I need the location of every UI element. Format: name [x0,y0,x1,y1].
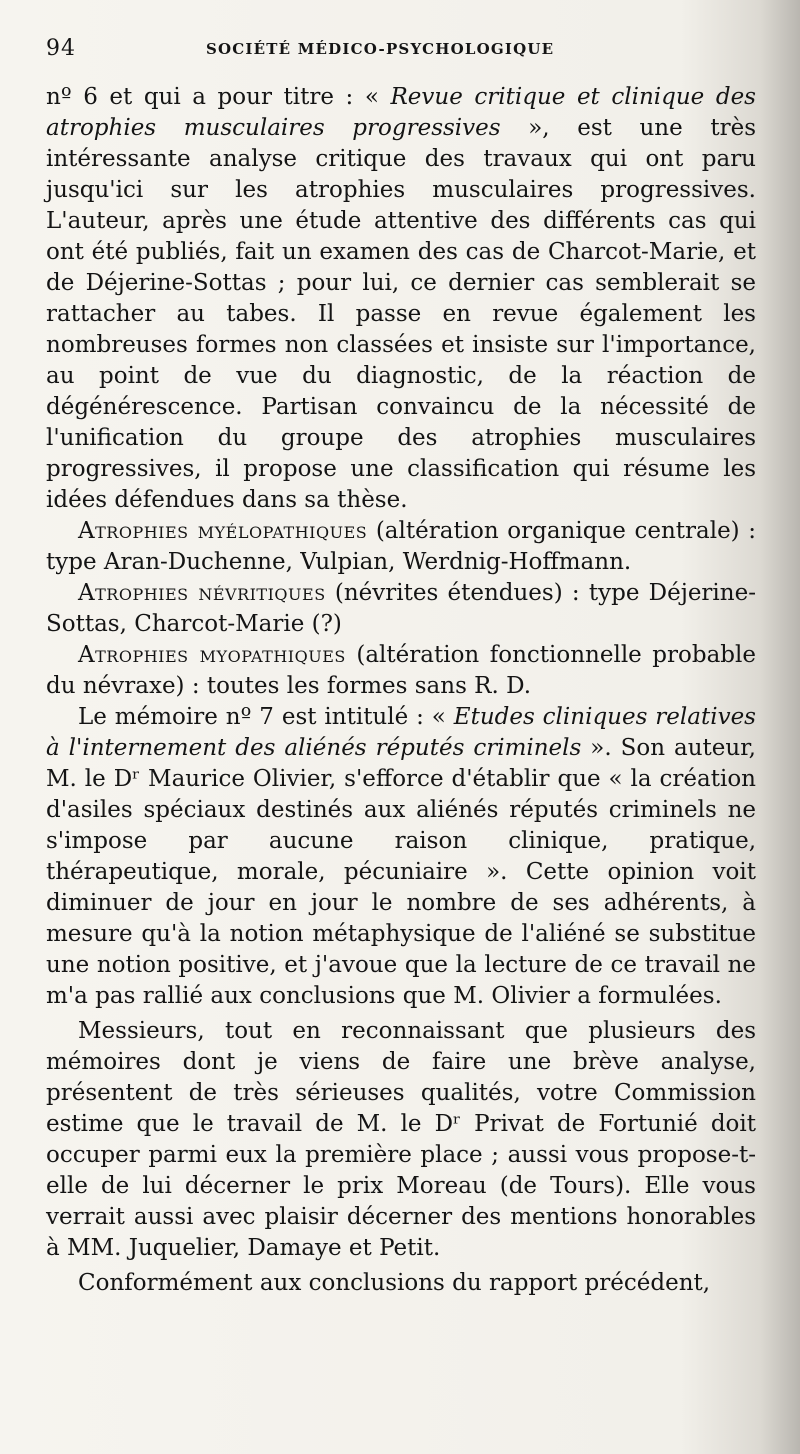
italic-title: Revue critique et clinique des atrophies musculaires progressives [46,84,756,141]
paragraph-text: nº 6 et qui a pour titre : « [46,84,391,110]
running-head: SOCIÉTÉ MÉDICO-PSYCHOLOGIQUE [206,40,555,58]
paragraph-text: Messieurs, tout en reconnaissant que plusieurs des mémoires dont je viens de faire une brève analyse, présentent de très sérieuses qualités, votre Commission estime que le travail de M. le Dʳ Privat de Fortunié doit occuper parmi eux la première place ; aussi vous propose-t-elle de lui décerner le prix Moreau (de Tours). Elle vous verrait aussi avec plaisir décerner des mentions honorables à MM. Juquelier, Damaye et Petit. [46,1018,756,1261]
page-number: 94 [46,36,76,61]
category-label: Atrophies névritiques [78,580,326,606]
paragraph-text: », est une très intéressante analyse critique des travaux qui ont paru jusqu'ici sur les atrophies musculaires progressives. L'auteur, après une étude attentive des différents cas qui ont été publiés, fait un examen des cas de Charcot-Marie, et de Déjerine-Sottas ; pour lui, ce dernier cas semblerait se rattacher au tabes. Il passe en revue également les nombreuses formes non classées et insiste sur l'importance, au point de vue du diagnostic, de la réaction de dégénérescence. Partisan convaincu de la nécessité de l'unification du groupe des atrophies musculaires progressives, il propose une classification qui résume les idées défendues dans sa thèse. [46,115,756,513]
italic-title: Etudes cliniques relatives à l'internement des aliénés réputés criminels [46,704,756,761]
paragraph-text: (altération organique centrale) : type Aran-Duchenne, Vulpian, Werdnig-Hoffmann. [46,518,756,575]
page-header [46,36,754,72]
paragraph-text: Le mémoire nº 7 est intitulé : « [78,704,454,730]
paragraph-text: (altération fonctionnelle probable du névraxe) : toutes les formes sans R. D. [46,642,756,699]
paragraph-memoire-7 [46,702,756,1012]
paragraph-conclusion-commission [46,1016,756,1264]
paragraph-memoire-6 [46,82,756,516]
paragraph-atrophies-nevritiques [46,578,756,640]
paragraph-atrophies-myelopathiques [46,516,756,578]
paragraph-text: (névrites étendues) : type Déjerine-Sottas, Charcot-Marie (?) [46,580,756,637]
category-label: Atrophies myélopathiques [78,518,368,544]
paragraph-atrophies-myopathiques [46,640,756,702]
body-text [46,82,756,1299]
paragraph-text: Conformément aux conclusions du rapport précédent, [78,1270,711,1296]
paragraph-final [46,1268,756,1299]
category-label: Atrophies myopathiques [78,642,346,668]
paragraph-text: ». Son auteur, M. le Dʳ Maurice Olivier, s'efforce d'établir que « la création d'asiles spéciaux destinés aux aliénés réputés criminels ne s'impose par aucune raison clinique, pratique, thérapeutique, morale, pécuniaire ». Cette opinion voit diminuer de jour en jour le nombre de ses adhérents, à mesure qu'à la notion métaphysique de l'aliéné se substitue une notion positive, et j'avoue que la lecture de ce travail ne m'a pas rallié aux conclusions que M. Olivier a formulées. [46,735,756,1009]
